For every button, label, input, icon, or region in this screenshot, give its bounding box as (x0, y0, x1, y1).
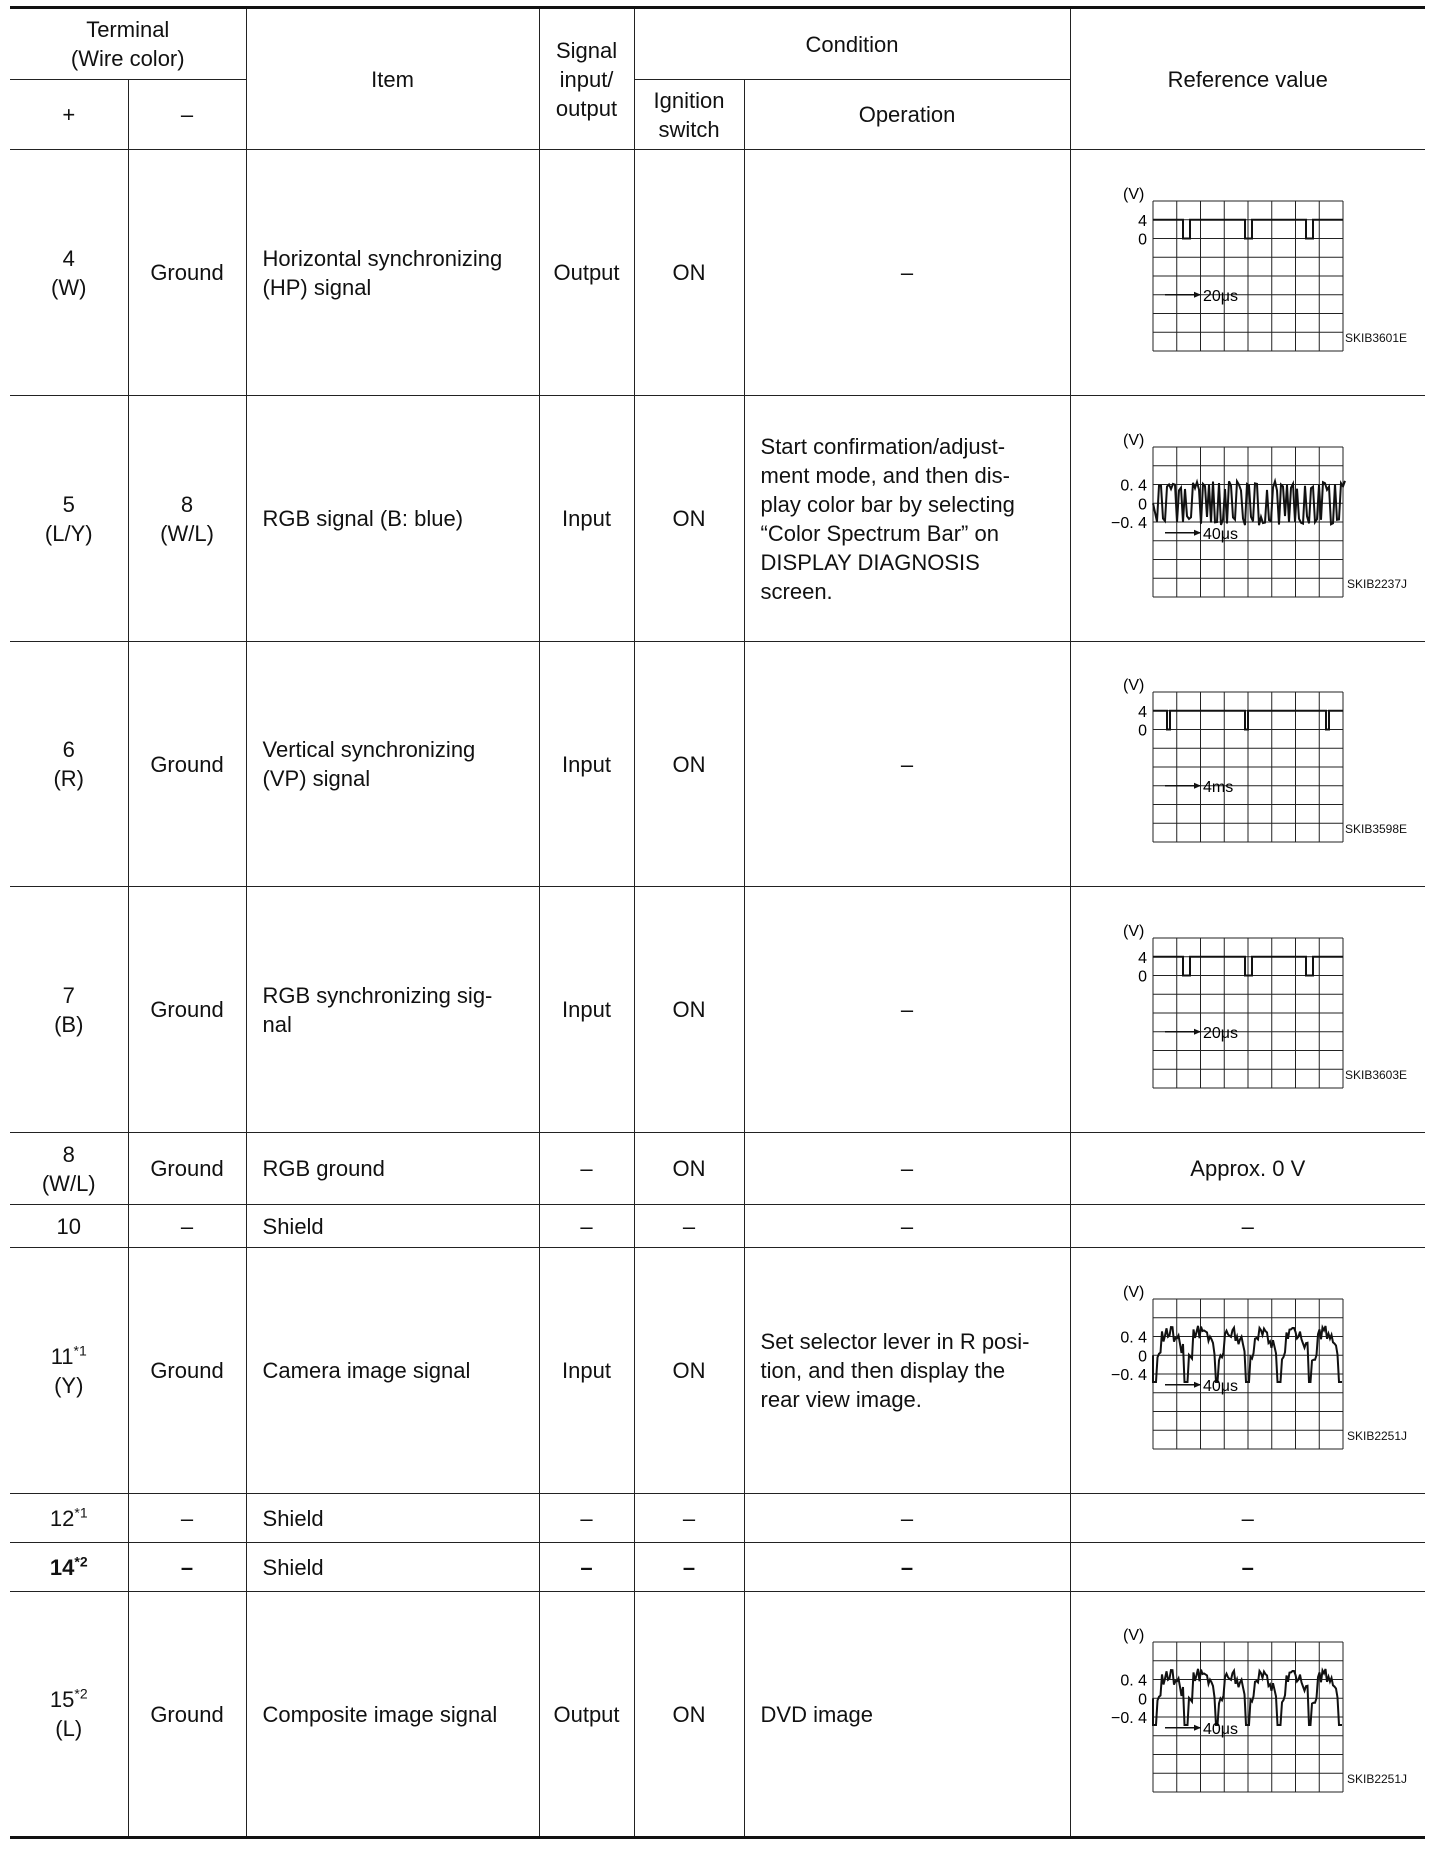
item-cell: Shield (246, 1494, 539, 1543)
condition-header: Condition (634, 8, 1070, 80)
ignition-cell: – (634, 1494, 744, 1543)
minus-terminal: Ground (128, 1592, 246, 1838)
io-cell: Input (539, 396, 634, 642)
scope-level-label: 0 (1137, 968, 1147, 985)
ignition-cell: ON (634, 642, 744, 887)
time-base-label: 40μs (1202, 1720, 1238, 1738)
item-cell: RGB ground (246, 1133, 539, 1205)
time-base-arrowhead (1194, 1381, 1201, 1387)
scope-unit-label: (V) (1122, 185, 1144, 203)
scope-grid (1153, 1642, 1343, 1792)
scope-level-label: 4 (1137, 949, 1147, 967)
minus-terminal: Ground (128, 1248, 246, 1494)
item-cell: Composite image signal (246, 1592, 539, 1838)
minus-terminal: Ground (128, 887, 246, 1133)
plus-terminal: 12$^{*1}$ (10, 1494, 128, 1543)
operation-cell: – (744, 150, 1070, 396)
scope-level-label: −0. 4 (1110, 1366, 1147, 1384)
item-cell: Shield (246, 1205, 539, 1248)
scope-grid (1153, 201, 1343, 351)
scope-level-label: 0 (1137, 231, 1147, 248)
reference-cell: Approx. 0 V (1070, 1133, 1425, 1205)
time-base-arrowhead (1194, 1028, 1201, 1034)
time-base-arrowhead (1194, 291, 1201, 297)
scope-grid (1153, 938, 1343, 1088)
plus-terminal: 4 (W) (10, 150, 128, 396)
signal-header: Signal input/ output (539, 8, 634, 150)
ignition-cell: ON (634, 1248, 744, 1494)
table-row (10, 1543, 1425, 1592)
reference-header: Reference value (1070, 8, 1425, 150)
table-row (10, 1133, 1425, 1205)
item-cell: Horizontal synchronizing (HP) signal (246, 150, 539, 396)
plus-terminal: 8 (W/L) (10, 1133, 128, 1205)
reference-cell (1070, 396, 1425, 642)
table-row (10, 887, 1425, 1133)
scope-level-label: 0 (1137, 1347, 1147, 1365)
io-cell: Input (539, 887, 634, 1133)
item-header: Item (246, 8, 539, 150)
table-row (10, 1494, 1425, 1543)
plus-terminal: 10 (10, 1205, 128, 1248)
item-cell: RGB signal (B: blue) (246, 396, 539, 642)
reference-cell (1070, 642, 1425, 887)
operation-cell: – (744, 1205, 1070, 1248)
minus-terminal: Ground (128, 150, 246, 396)
plus-terminal: 6 (R) (10, 642, 128, 887)
ignition-header: Ignition switch (634, 80, 744, 150)
figure-code: SKIB2251J (1346, 1772, 1408, 1786)
scope-unit-label: (V) (1122, 677, 1144, 694)
minus-terminal: 8 (W/L) (128, 396, 246, 642)
time-base-arrowhead (1194, 1725, 1201, 1731)
figure-code: SKIB3598E (1344, 822, 1408, 836)
scope-waveform (1153, 711, 1343, 730)
io-cell: – (539, 1133, 634, 1205)
reference-cell (1070, 1592, 1425, 1838)
header-row-1 (10, 8, 1425, 80)
scope-level-label: −0. 4 (1110, 1710, 1147, 1727)
plus-header: + (10, 80, 128, 150)
io-cell: – (539, 1205, 634, 1248)
scope-unit-label: (V) (1122, 1627, 1144, 1644)
time-base-label: 20μs (1202, 1024, 1238, 1042)
reference-cell (1070, 1248, 1425, 1494)
item-cell: Vertical synchronizing (VP) signal (246, 642, 539, 887)
ignition-cell: ON (634, 150, 744, 396)
scope-grid (1153, 1299, 1343, 1449)
terminal-header: Terminal (Wire color) (10, 8, 246, 80)
figure-code: SKIB2251J (1346, 1428, 1408, 1443)
scope-unit-label: (V) (1122, 1283, 1144, 1301)
oscilloscope-figure (1111, 429, 1381, 609)
oscilloscope-figure (1111, 1624, 1381, 1804)
table-row (10, 1592, 1425, 1838)
scope-level-label: 0. 4 (1119, 1329, 1147, 1346)
plus-terminal: 11$^{*1}$ (Y) (10, 1248, 128, 1494)
oscilloscope-figure (1111, 920, 1381, 1100)
oscilloscope-figure (1111, 183, 1381, 363)
io-cell: – (539, 1494, 634, 1543)
io-cell: Output (539, 1592, 634, 1838)
scope-level-label: 0 (1137, 722, 1147, 740)
time-base-label: 40μs (1202, 525, 1238, 543)
plus-terminal: 7 (B) (10, 887, 128, 1133)
ignition-cell: ON (634, 396, 744, 642)
io-cell: Output (539, 150, 634, 396)
io-cell: Input (539, 642, 634, 887)
table-row (10, 1205, 1425, 1248)
ignition-cell: ON (634, 887, 744, 1133)
table-row (10, 150, 1425, 396)
oscilloscope-figure (1111, 674, 1381, 854)
table-row (10, 396, 1425, 642)
reference-cell: – (1070, 1205, 1425, 1248)
time-base-label: 20μs (1202, 287, 1238, 305)
operation-cell: Set selector lever in R posi- tion, and then display the rear view image. (744, 1248, 1070, 1494)
scope-unit-label: (V) (1122, 922, 1144, 940)
ignition-cell: ON (634, 1592, 744, 1838)
time-base-label: 40μs (1202, 1377, 1238, 1395)
plus-terminal: 14$^{*2}$ (10, 1543, 128, 1592)
minus-terminal: – (128, 1543, 246, 1592)
time-base-arrowhead (1194, 783, 1201, 789)
operation-header: Operation (744, 80, 1070, 150)
figure-code: SKIB3603E (1344, 1067, 1408, 1082)
item-cell: Shield (246, 1543, 539, 1592)
table-row (10, 1248, 1425, 1494)
scope-level-label: 0. 4 (1119, 477, 1147, 494)
time-base-label: 4ms (1202, 778, 1233, 796)
scope-level-label: 0 (1137, 495, 1147, 513)
minus-terminal: – (128, 1494, 246, 1543)
plus-terminal: 15$^{*2}$ (L) (10, 1592, 128, 1838)
operation-cell: – (744, 1133, 1070, 1205)
reference-cell: – (1070, 1494, 1425, 1543)
minus-terminal: Ground (128, 1133, 246, 1205)
scope-level-label: 0 (1137, 1691, 1147, 1709)
plus-terminal: 5 (L/Y) (10, 396, 128, 642)
terminal-table (10, 6, 1425, 1839)
operation-cell: – (744, 1494, 1070, 1543)
item-cell: Camera image signal (246, 1248, 539, 1494)
scope-level-label: 4 (1137, 703, 1147, 721)
io-cell: – (539, 1543, 634, 1592)
reference-cell (1070, 150, 1425, 396)
operation-cell: Start confirmation/adjust- ment mode, and then dis- play color bar by selecting “Color Spectrum Bar” on DISPLAY DIAGNOSIS screen. (744, 396, 1070, 642)
table-row (10, 642, 1425, 887)
reference-cell (1070, 887, 1425, 1133)
reference-cell: – (1070, 1543, 1425, 1592)
time-base-arrowhead (1194, 529, 1201, 535)
io-cell: Input (539, 1248, 634, 1494)
minus-header: – (128, 80, 246, 150)
operation-cell: DVD image (744, 1592, 1070, 1838)
oscilloscope-figure (1111, 1281, 1381, 1461)
operation-cell: – (744, 1543, 1070, 1592)
figure-code: SKIB2237J (1346, 576, 1408, 591)
operation-cell: – (744, 887, 1070, 1133)
ignition-cell: – (634, 1205, 744, 1248)
ignition-cell: – (634, 1543, 744, 1592)
scope-level-label: 4 (1137, 212, 1147, 230)
scope-unit-label: (V) (1122, 431, 1144, 449)
minus-terminal: Ground (128, 642, 246, 887)
scope-level-label: −0. 4 (1110, 514, 1147, 532)
minus-terminal: – (128, 1205, 246, 1248)
item-cell: RGB synchronizing sig- nal (246, 887, 539, 1133)
scope-level-label: 0. 4 (1119, 1672, 1147, 1690)
operation-cell: – (744, 642, 1070, 887)
ignition-cell: ON (634, 1133, 744, 1205)
figure-code: SKIB3601E (1344, 330, 1408, 345)
